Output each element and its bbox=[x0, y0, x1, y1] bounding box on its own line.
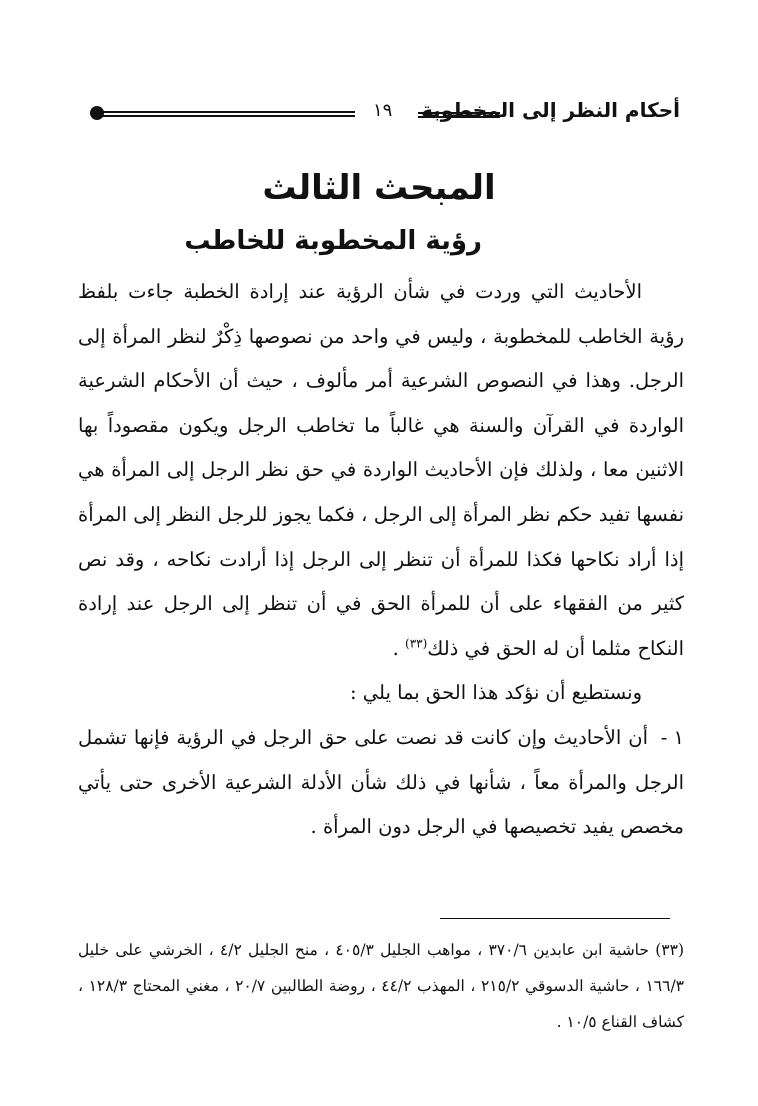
header-rule-short bbox=[418, 112, 500, 118]
running-header bbox=[88, 96, 680, 132]
paragraph-text: الأحاديث التي وردت في شأن الرؤية عند إرادة الخطبة جاءت بلفظ رؤية الخاطب للمخطوبة ، وليس في واحد من نصوصها ذِكْرٌ لنظر المرأة إلى الرجل. وهذا في النصوص الشرعية أمر مألوف ، حيث أن الأحكام الشرعية الواردة في القرآن والسنة هي غالباً ما تخاطب الرجل ويكون مقصوداً بها الاثنين معا ، ولذلك فإن الأحاديث الواردة في حق نظر الرجل إلى المرأة هي نفسها تفيد حكم نظر المرأة إلى الرجل ، فكما يجوز للرجل النظر إلى المرأة إذا أراد نكاحها فكذا للمرأة أن تنظر إلى الرجل إذا أرادت نكاحه ، وقد نص كثير من الفقهاء على أن للمرأة الحق في أن تنظر إلى الرجل عند إرادة النكاح مثلما أن له الحق في ذلك bbox=[78, 280, 684, 660]
paragraph bbox=[78, 671, 684, 716]
list-item-number: ١ - bbox=[660, 725, 684, 749]
header-title: أحكام النظر إلى المخطوبة bbox=[421, 98, 680, 122]
section-heading: رؤية المخطوبة للخاطب bbox=[184, 226, 482, 256]
list-item-text: أن الأحاديث وإن كانت قد نصت على حق الرجل في الرؤية فإنها تشمل الرجل والمرأة معاً ، شأنها في ذلك شأن الأدلة الشرعية الأخرى حتى يأتي مخصص يفيد تخصيصها في الرجل دون المرأة . bbox=[78, 725, 684, 839]
chapter-heading: المبحث الثالث bbox=[262, 168, 496, 208]
paragraph bbox=[78, 270, 684, 671]
footnote: (٣٣) حاشية ابن عابدين ٣٧٠/٦ ، مواهب الجليل ٤٠٥/٣ ، منح الجليل ٤/٢ ، الخرشي على خليل ١٦٦/٣ ، حاشية الدسوقي ٢١٥/٢ ، المهذب ٤٤/٢ ، روضة الطالبين ٢٠/٧ ، مغني المحتاج ١٢٨/٣ ، كشاف القناع ١٠/٥ . bbox=[78, 941, 684, 1031]
header-rule-long bbox=[100, 111, 355, 117]
list-item bbox=[78, 716, 684, 850]
paragraph-text: ونستطيع أن نؤكد هذا الحق بما يلي : bbox=[349, 681, 642, 705]
footnote-reference: (٣٣) bbox=[405, 636, 428, 651]
header-dot-ornament bbox=[90, 106, 104, 120]
paragraph-end: . bbox=[392, 636, 406, 660]
footnote-separator bbox=[440, 918, 670, 919]
footnotes bbox=[78, 932, 684, 1040]
page-number: ١٩ bbox=[373, 100, 393, 121]
body-text bbox=[78, 270, 684, 850]
